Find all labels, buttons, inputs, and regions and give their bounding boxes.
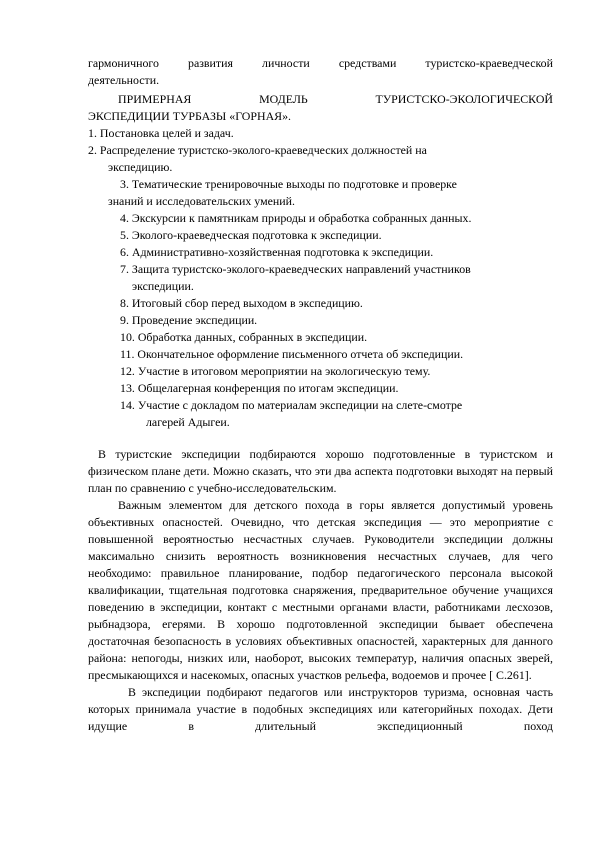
list-item-continuation: знаний и исследовательских умений. [108,194,295,208]
intro-line-1: гармоничного развития личности средствами туристско-краеведческой [88,56,553,70]
list-item: 9. Проведение экспедиции. [120,313,258,327]
list-item: 6. Административно-хозяйственная подготовка к экспедиции. [120,245,434,259]
title-line-2: ЭКСПЕДИЦИИ ТУРБАЗЫ «ГОРНАЯ». [88,109,291,123]
list-item: 11. Окончательное оформление письменного отчета об экспедиции. [120,347,464,361]
title-line-1: ПРИМЕРНАЯ МОДЕЛЬ ТУРИСТСКО-ЭКОЛОГИЧЕСКОЙ [118,92,553,106]
document-title [88,91,553,125]
list-item: 1. Постановка целей и задач. [88,126,234,140]
list-item-continuation: экспедиции. [132,279,194,293]
intro-line-2: деятельности. [88,73,160,87]
list-item: 3. Тематические тренировочные выходы по подготовке и проверке [120,177,457,191]
list-item: 14. Участие с докладом по материалам экспедиции на слете-смотре [120,398,463,412]
model-steps-list [88,125,558,431]
paragraph: Важным элементом для детского похода в горы является допустимый уровень объективных опасностей. Очевидно, что детская экспедиция — это мероприятие с повышенной вероятностью несчастных случаев. Руководители экспедиции должны максимально снизить вероятность возникновения несчастных случаев, для чего необходимо: правильное планирование, подбор педагогического персонала высокой квалификации, тщательная подготовка снаряжения, предварительное обучение учащихся поведению в экспедиции, контакт с местными органами власти, работниками лесхозов, рыбнадзора, егерями. В хорошо подготовленной экспедиции бывает обеспечена достаточная безопасность в условиях объективных опасностей, характерных для данного района: непогоды, низких или, наоборот, высоких температур, наличия опасных зверей, пресмыкающихся и насекомых, опасных участков рельефа, водоемов и прочее [ С.261]. [88,498,553,682]
list-item-continuation: экспедицию. [108,160,173,174]
list-item: 7. Защита туристско-эколого-краеведческих направлений участников [120,262,471,276]
list-item: 5. Эколого-краеведческая подготовка к экспедиции. [120,228,382,242]
paragraph: В экспедиции подбирают педагогов или инструкторов туризма, основная часть которых принимала участие в подобных экспедициях или категорийных походах. Дети идущие в длительный экспедиционный поход [88,685,553,733]
list-item: 12. Участие в итоговом мероприятии на экологическую тему. [120,364,431,378]
body-text [88,446,553,735]
list-item: 8. Итоговый сбор перед выходом в экспедицию. [120,296,363,310]
list-item: 2. Распределение туристско-эколого-краеведческих должностей на [88,143,427,157]
intro-text [88,55,553,89]
paragraph: В туристские экспедиции подбираются хорошо подготовленные в туристском и физическом плане дети. Можно сказать, что эти два аспекта подготовки выходят на первый план по сравнению с учебно-исследовательским. [88,447,553,495]
list-item: 13. Общелагерная конференция по итогам экспедиции. [120,381,399,395]
list-item-continuation: лагерей Адыгеи. [146,415,230,429]
list-item: 4. Экскурсии к памятникам природы и обработка собранных данных. [120,211,472,225]
list-item: 10. Обработка данных, собранных в экспедиции. [120,330,368,344]
